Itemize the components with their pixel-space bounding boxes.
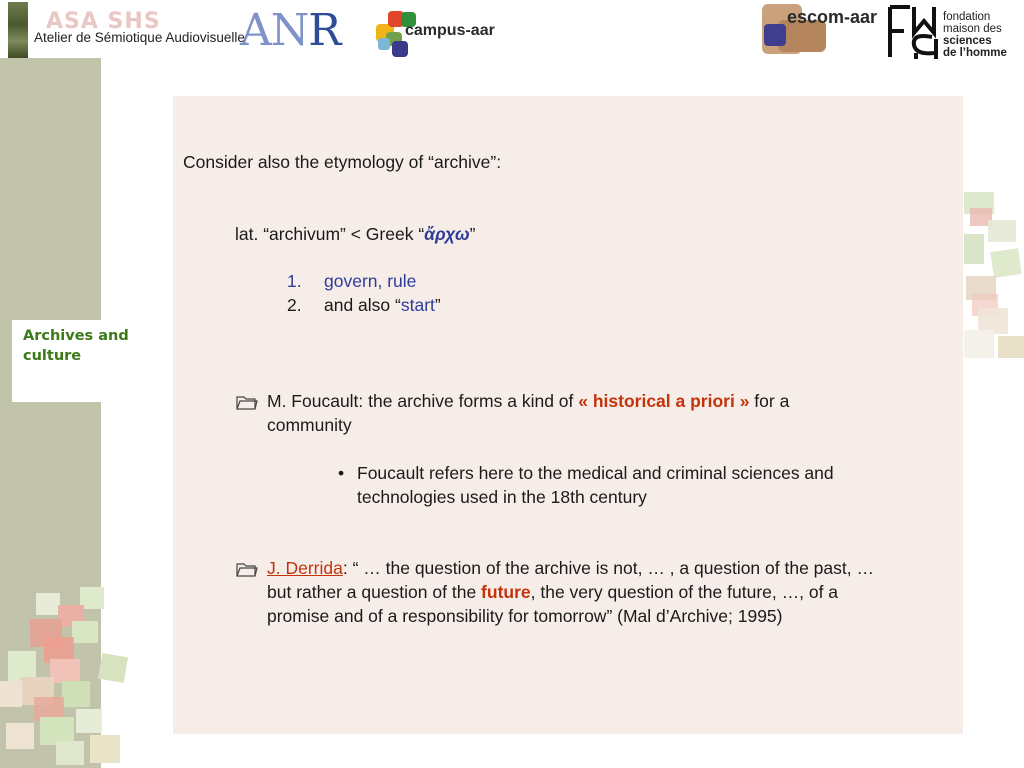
- meaning-2-suffix: ”: [434, 295, 441, 315]
- asa-photo-thumbnail: [8, 2, 28, 58]
- asa-logo-subtitle: Atelier de Sémiotique Audiovisuelle: [34, 30, 245, 45]
- sidebar-section-title: Archives and culture: [23, 328, 129, 364]
- fmsh-line-4: de l’homme: [943, 47, 1007, 59]
- meaning-number-1: 1.: [287, 271, 302, 291]
- fmsh-logo-text: [943, 11, 1007, 59]
- right-decorative-collage: [964, 190, 1024, 360]
- anr-logo-text: AN: [240, 5, 309, 56]
- derrida-link[interactable]: J. Derrida: [267, 558, 343, 578]
- derrida-line-2-suffix: , the very question of the future, …, of a: [530, 582, 839, 602]
- derrida-quote-start: : “ … the question of the archive is not, … , a question of the past, …: [342, 558, 874, 578]
- derrida-line-3: promise and of a responsibility for tomorrow” (Mal d’Archive; 1995): [267, 606, 783, 626]
- meaning-text-2: [324, 293, 441, 317]
- foucault-prefix: M. Foucault: the archive forms a kind of: [267, 391, 579, 411]
- bottom-left-decorative-collage: [0, 585, 135, 768]
- derrida-future-highlight: future: [481, 582, 531, 602]
- derrida-line-2-prefix: but rather a question of the: [267, 582, 482, 602]
- etymology-prefix: lat. “archivum” < Greek “: [235, 224, 425, 244]
- meaning-2-prefix: and also “: [324, 295, 401, 315]
- foucault-sub-line-1: Foucault refers here to the medical and criminal sciences and: [357, 463, 834, 483]
- fmsh-line-2: maison des: [943, 23, 1002, 35]
- campus-aar-logo-text: campus-aar: [405, 22, 495, 39]
- foucault-suffix: for a: [749, 391, 790, 411]
- anr-logo-text-r: R: [308, 5, 341, 56]
- fmsh-logo-icon: [886, 3, 942, 61]
- asa-shs-logo: ASA SHS: [46, 9, 161, 34]
- fmsh-line-1: fondation: [943, 11, 991, 23]
- meaning-number-2: 2.: [287, 295, 302, 315]
- derrida-line-1: [267, 556, 874, 580]
- foucault-line-2: community: [267, 415, 352, 435]
- folder-icon: [236, 394, 258, 410]
- escom-aar-logo-text: escom-aar: [787, 7, 878, 27]
- meaning-text-1: govern, rule: [324, 271, 417, 291]
- etymology-line: [235, 222, 475, 246]
- etymology-suffix: ”: [469, 224, 476, 244]
- greek-word: ἄρχω: [424, 224, 470, 244]
- foucault-highlight: « historical a priori »: [578, 391, 750, 411]
- intro-text: Consider also the etymology of “archive”:: [183, 152, 502, 172]
- sub-bullet: •: [338, 463, 345, 483]
- fmsh-line-3: sciences: [943, 35, 992, 47]
- foucault-line-1: [267, 389, 789, 413]
- anr-logo: [240, 6, 340, 56]
- derrida-line-2: [267, 580, 838, 604]
- foucault-sub-line-2: technologies used in the 18th century: [357, 487, 647, 507]
- folder-icon: [236, 561, 258, 577]
- meaning-2-highlight: start: [400, 295, 435, 315]
